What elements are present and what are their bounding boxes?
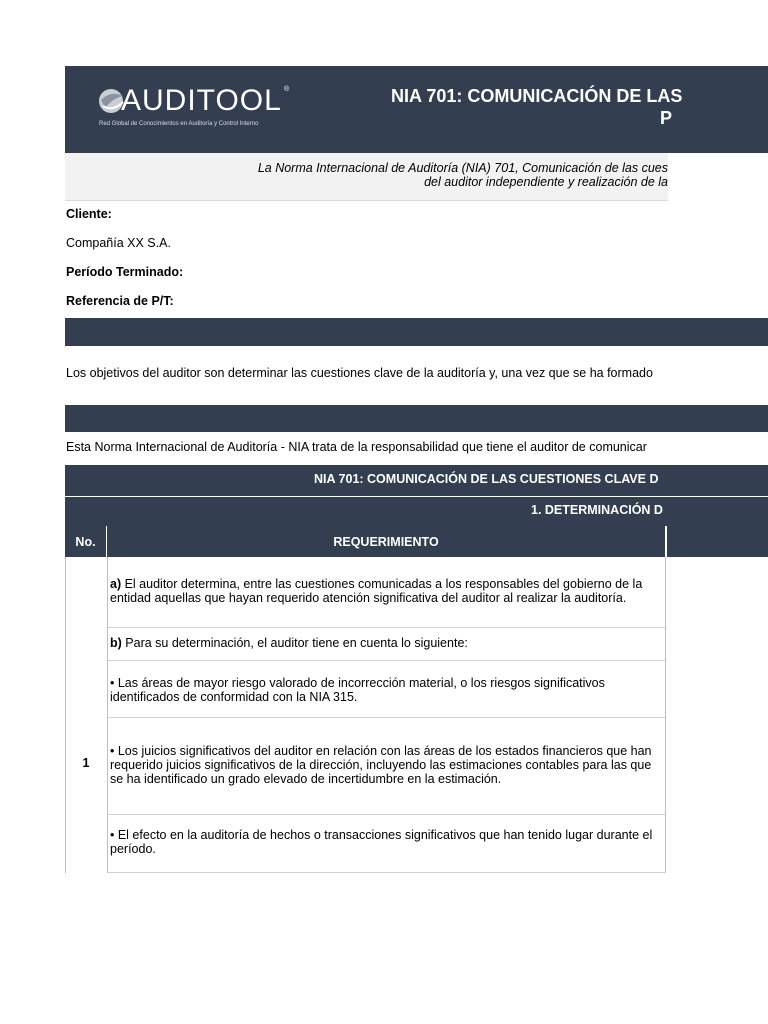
requirement-item-b [107, 628, 666, 661]
section-subtitle: 1. DETERMINACIÓN D [531, 503, 663, 517]
intro-line1: La Norma Internacional de Auditoría (NIA) 701, Comunicación de las cues [257, 161, 668, 175]
item-b-prefix: b) [110, 636, 122, 650]
row-number-cell [65, 557, 108, 873]
intro-edge [668, 153, 768, 200]
intro-block [65, 153, 668, 201]
bullet-2-text: • Los juicios significativos del auditor en relación con las áreas de los estados financieros que han requerido juicios significativos de la dirección, incluyendo las estimaciones contables para las que se ha identificado un grado elevado de incertidumbre en la estimación. [110, 744, 652, 786]
bullet-1-text: • Las áreas de mayor riesgo valorado de incorrección material, o los riesgos significativos identificados de conformidad con la NIA 315. [110, 676, 605, 704]
header-band [65, 66, 768, 153]
client-label: Cliente: [66, 207, 112, 221]
client-value: Compañía XX S.A. [66, 236, 171, 250]
column-header-no: No. [65, 526, 107, 557]
logo-registered: ® [284, 86, 290, 93]
logo-tagline: Red Global de Conocimientos en Auditoría y Control Interno [99, 121, 259, 127]
period-label: Período Terminado: [66, 265, 184, 279]
page-title: NIA 701: COMUNICACIÓN DE LAS [391, 86, 683, 106]
requirement-bullet-3 [107, 815, 666, 873]
scope-text: Esta Norma Internacional de Auditoría - NIA trata de la responsabilidad que tiene el auditor de comunicar [66, 440, 647, 454]
auditool-logo [97, 84, 297, 134]
item-a-text: El auditor determina, entre las cuestiones comunicadas a los responsables del gobierno de la entidad aquellas que hayan requerido atención significativa del auditor al realizar la auditoría. [110, 577, 643, 605]
scope-band [65, 405, 768, 432]
bullet-3-text: • El efecto en la auditoría de hechos o transacciones significativos que han tenido lugar durante el período. [110, 828, 653, 856]
header-overflow [667, 526, 768, 557]
column-header-requirement: REQUERIMIENTO [107, 526, 666, 557]
requirement-bullet-2 [107, 718, 666, 815]
logo-wordmark: AUDITOOL [121, 84, 282, 117]
requirement-item-a [107, 557, 666, 628]
section-subtitle-band [65, 497, 768, 526]
intro-line2: del auditor independiente y realización de la [424, 175, 668, 189]
row-number: 1 [82, 756, 90, 770]
requirement-bullet-1 [107, 661, 666, 718]
item-a-prefix: a) [110, 577, 122, 591]
page-title-line2: P [660, 108, 673, 128]
objectives-text: Los objetivos del auditor son determinar las cuestiones clave de la auditoría y, una vez que se ha formado [66, 366, 653, 380]
reference-label: Referencia de P/T: [66, 294, 174, 308]
section-title: NIA 701: COMUNICACIÓN DE LAS CUESTIONES CLAVE D [314, 472, 659, 486]
objectives-band [65, 318, 768, 346]
section-title-band [65, 465, 768, 496]
item-b-text: Para su determinación, el auditor tiene en cuenta lo siguiente: [121, 636, 468, 650]
